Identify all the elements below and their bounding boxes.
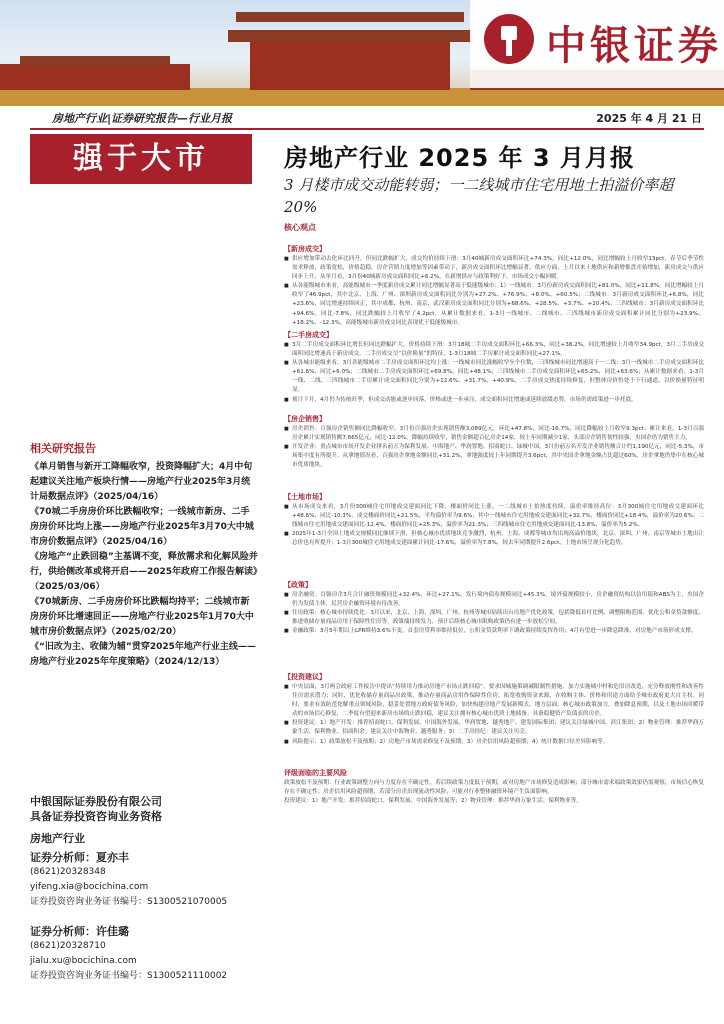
rating-badge: 强于大市: [30, 134, 252, 184]
analyst-card: [30, 924, 258, 984]
analyst-phone: (8621)20328348: [30, 867, 106, 877]
paragraph: ■ 金融政策：3月5年期以上LPR维持3.6%不变，首套房贷利率维持低位，公积金贷款利率下调政策持续发挥作用；4月有望进一步降息降准，对房地产市场形成支撑。: [284, 627, 704, 636]
company-info: [30, 794, 258, 824]
palace-roof-center: [228, 30, 472, 42]
bank-logo-icon: [484, 14, 534, 64]
industry-label: 房地产行业: [30, 832, 85, 845]
related-research: [30, 440, 258, 670]
section-tag: 【土地市场】: [284, 493, 326, 501]
section-tag: 【新房成交】: [284, 245, 326, 253]
paragraph: ■ 3月二手房成交面积环比增长但同比跌幅扩大，价格持续下滑：3月18城二手房成交面积环比+66.3%，同比+38.2%，同比增速较上月收窄34.9pct，3月二手房成交面积同比增速高于新房成交，二手房成交呈“以价换量”的特征，1-3月18城二手房累计成交面积同比+27.1%。: [284, 341, 704, 359]
section-bar: [0, 106, 724, 128]
section-tag: 【房企销售】: [284, 415, 326, 423]
paragraph: ■ 从市场成交来看，3月份300城住宅用地成交建面同比下降、楼面价同比上涨，一二线城市土拍热度持续，溢价率维持高位：3月300城住宅用地成交建面环比+48.6%，同比-10.3%，成交楼面价同比+21.5%，平均溢价率为9.6%；其中一线城市住宅用地成交建面同比+32.7%，楼面价同比+18.4%，溢价率为20.6%；二线城市住宅用地成交建面同比-12.4%，楼面价同比+25.3%，溢价率为21.3%；三四线城市住宅用地成交建面同比-13.8%，溢价率为5.2%。: [284, 503, 704, 530]
company-name: 中银国际证券股份有限公司: [30, 795, 162, 808]
section-developer-sales: [284, 406, 704, 470]
section-investment: [284, 664, 704, 747]
related-report-link[interactable]: 《70城二手房房价环比跌幅收窄；一线城市新房、二手房房价环比均上涨——房地产行业2025年3月70大中城市房价数据点评》（2025/04/16）: [30, 507, 254, 547]
paragraph: ■ 住房政策：核心城市持续优化：3月以来，北京、上海、深圳、广州、杭州等城市陆续出台房地产优化政策，包括降低首付比例、调整限购范围、优化公积金贷款额度、推进收储存量商品房用于保障性住房等，政策端持续发力，预计后续核心城市限购政策仍有进一步放松空间。: [284, 609, 704, 627]
paragraph: ■ 中央层面，3月两会政府工作报告中提出“持续用力推动房地产市场止跌回稳”，要求因城施策调减限制性措施，加力实施城中村和危旧房改造，充分释放刚性和改善性住房需求潜力；同时，优化收储存量商品房政策，推动存量商品房用作保障性住房，拓宽收购资金来源，在收购主体、价格和用途方面给予城市政府更大自主权。同时，要求有效防范化解重点领域风险，稳妥处置地方政府债务风险，加快构建房地产发展新模式。地方层面，核心城市政策加力，叠加降息预期，以及土地市场回暖带动的市场信心修复，二季度有望迎来新房市场的止跌回稳，建议关注拥有核心城市优质土地储备、具备稳健资产负债表的房企。: [284, 683, 704, 719]
company-qualification: 具备证券投资咨询业务资格: [30, 810, 162, 823]
core-view-label: 核心观点: [284, 223, 316, 232]
related-report-link[interactable]: 《“旧改为主、收储为辅”贯穿2025年地产行业主线——房地产行业2025年年度策略》（2024/12/13）: [30, 642, 256, 667]
related-report-link[interactable]: 《单月销售与新开工降幅收窄，投资降幅扩大；4月中旬起建议关注地产板块行情——房地产行业2025年3月统计局数据点评》（2025/04/16）: [30, 462, 253, 502]
paragraph: ■ 预计下月，4月仍为传统旺季，但成交动能或逐步回落，价格或进一步承压，成交面积同比增速或延续放缓态势，市场仍需政策进一步托底。: [284, 396, 704, 405]
brand-logo-text: 中银证券: [546, 23, 722, 69]
section-path: 房地产行业|证券研究报告—行业月报: [52, 112, 233, 125]
header-divider: [30, 128, 704, 130]
section-tag: 【投资建议】: [284, 673, 326, 681]
section-new-home: [284, 236, 704, 328]
paragraph: ■ 2025年1-3月全国土地成交规模同比继续下滑，但核心城市优质地块竞争激烈，杭州、上海、成都等城市均出现高溢价地块，北京、深圳、广州、南京等城市土地出让总价也有所提升；1-3月300城住宅用地成交建面累计同比-17.6%，溢价率为7.8%，较去年同期提升2.6pct，土地市场呈现分化趋势。: [284, 530, 704, 548]
header-banner: [0, 0, 724, 106]
paragraph: ■ 房企融资：百强房企3月合计融资规模同比+32.4%，环比+27.1%，发行境内债券规模同比+45.3%，境外债规模较小，房企融资结构以信用债和ABS为主，央国企仍为发债主体，民营房企融资环境有待改善。: [284, 591, 704, 609]
palace-roof-left: [20, 56, 170, 66]
report-subtitle: 3 月楼市成交动能转弱；一二线城市住宅用地土拍溢价率超20%: [284, 176, 674, 216]
paragraph: ■ 从各城市能级来看，3月各能级城市二手房成交面积环比均上涨：一线城市同比涨幅收窄至个位数，三四线城市同比增速高于一二线：3月一线城市二手房成交面积环比+61.6%，同比+6.0%；二线城市二手房成交面积环比+69.8%，同比+48.1%；三四线城市二手房成交面积环比+65.2%，同比+63.6%；从累计数据来看，1-3月一线、二线、三四线城市二手房累计成交面积同比分别为+12.6%、+31.7%、+40.9%，二手房成交热度持续修复，但整体房价仍处于下行通道，以价换量特征明显。: [284, 359, 704, 395]
section-rating-risk: [284, 760, 704, 806]
paragraph: ■ 房企销售：百强房企销售额同比降幅收窄，3月份百强房企实现销售额3,089亿元，环比+47.8%，同比-16.7%，同比降幅较上月收窄9.3pct；累计来看，1-3月百强房企累计实现销售额7,865亿元，同比-12.0%，降幅持续收窄，销售金额超百亿房企14家，较上年同期减少1家，头部房企销售韧性较强，央国企仍为销售主力。: [284, 425, 704, 443]
analyst-name: 证券分析师：许佳璐: [30, 925, 129, 938]
paragraph: ■ 从各能级城市来看，高能级城市一季度新房成交累计同比增幅显著高于低能级城市：1）一线城市：3月份新房成交面积同比+81.0%，同比+11.8%，同比增幅较上月收窄了46.9pct，其中北京、上海、广州、深圳新房成交面积同比分别为+27.2%、+76.9%、+8.0%、+60.5%；二线城市：3月新房成交面积环比+6.8%，同比+23.6%，同比增速持续回正，其中成都、杭州、南京、武汉新房成交面积同比分别为+68.6%、+28.5%、+3.7%、+20.4%；三四线城市：3月新房成交面积环比+94.6%，同比-7.8%，同比跌幅较上月收窄了4.2pct，从累计数据来看，1-3月一线城市、二线城市、三四线城市新房成交面积累计同比分别为+23.9%、+18.2%、-12.3%，高能级城市新房成交同比表现优于低能级城市。: [284, 282, 704, 327]
report-title: 房地产行业 2025 年 3 月月报: [284, 144, 635, 172]
related-report-link[interactable]: 《70城新房、二手房房价环比跌幅均持平；二线城市新房房价环比增速回正——房地产行业2025年1月70大中城市房价数据点评》（2025/02/20）: [30, 597, 254, 637]
paragraph: ■ 风险提示：1）政策放松不及预期；2）房地产市场需求修复不及预期；3）房企信用风险超预期；4）统计数据口径差异影响等。: [284, 738, 704, 747]
related-report-link[interactable]: 《房地产“止跌回稳”主基调不变，释放需求和化解风险并行，供给侧改革或将开启——2025年政府工作报告解读》（2025/03/06）: [30, 552, 258, 592]
analyst-email[interactable]: jialu.xu@bocichina.com: [30, 956, 137, 966]
palace-ground: [0, 88, 724, 106]
paragraph: 政策放松不及预期：行业政策调整方向与力度存在不确定性，若后续政策力度低于预期，或对房地产市场修复造成影响；部分城市需求端政策效果仍需观察，市场信心恢复存在不确定性；房企信用风险超预期，若部分房企出现流动性风险，可能对行业整体融资环境产生负面影响。: [284, 780, 704, 796]
section-land-market: [284, 484, 704, 548]
paragraph: ■ 开发企业：重点城市市场开发企业排名前五为保利发展、中海地产、华润置地、招商蛇口、绿城中国，3月份前五名开发企业销售额合计约1,190亿元，同比-5.3%，市场集中度有所提升。从拿地情况看，百强房企拿地金额同比+31.2%，拿地强度较上年同期提升3.6pct，其中央国企拿地金额占比超过60%，房企拿地仍集中在核心城市优质地块。: [284, 443, 704, 470]
palace-hall-center: [250, 40, 450, 90]
paragraph: 投资建议：1）地产开发：推荐招商蛇口、保利发展、中国海外发展等；2）物业管理：推荐华润万象生活、保利物业等。: [284, 798, 582, 805]
analyst-email[interactable]: yifeng.xia@bocichina.com: [30, 882, 149, 892]
section-tag: 【二手房成交】: [284, 331, 333, 339]
paragraph: ■ 供应增加带动去化环比回升，但同比跌幅扩大，成交均价持续下滑：3月40城新房成交面积环比+74.3%，同比+12.0%，同比增幅较上月收窄13pct，春节后季节性需求释放，政策宽松，价格趋稳，房企营销力度增加等因素带动下，新房成交面积环比增幅显著。供应方面，上月以来土地供应和新增推盘开始增加，新房成交与供应同步上升，从单月看，3月份40城新房成交面积同比+6.2%，在新增供应与政策利好下，市场成交小幅回暖。: [284, 255, 704, 282]
report-date: 2025 年 4 月 21 日: [596, 112, 702, 125]
analyst-cert: 证券投资咨询业务证书编号：S1300521070005: [30, 897, 228, 907]
related-research-title: 相关研究报告: [30, 442, 96, 455]
section-policy: [284, 572, 704, 636]
palace-roof-center-top: [236, 12, 464, 22]
palace-wall-left: [0, 64, 190, 90]
analyst-cert: 证券投资咨询业务证书编号：S1300521110002: [30, 971, 228, 981]
analyst-name: 证券分析师：夏亦丰: [30, 851, 129, 864]
section-tag: 评级面临的主要风险: [284, 769, 347, 777]
paragraph: ■ 投资建议：1）地产开发：推荐招商蛇口、保利发展、中国海外发展、华润置地、越秀地产、建发国际集团；建议关注绿城中国、滨江集团；2）物业管理：推荐华润万象生活、保利物业、招商积余；建议关注中海物业、越秀服务；3）二手房经纪：建议关注贝壳。: [284, 719, 704, 737]
analyst-card: [30, 850, 258, 910]
section-tag: 【政策】: [284, 581, 312, 589]
section-second-hand: [284, 322, 704, 405]
analyst-phone: (8621)20328710: [30, 941, 106, 951]
